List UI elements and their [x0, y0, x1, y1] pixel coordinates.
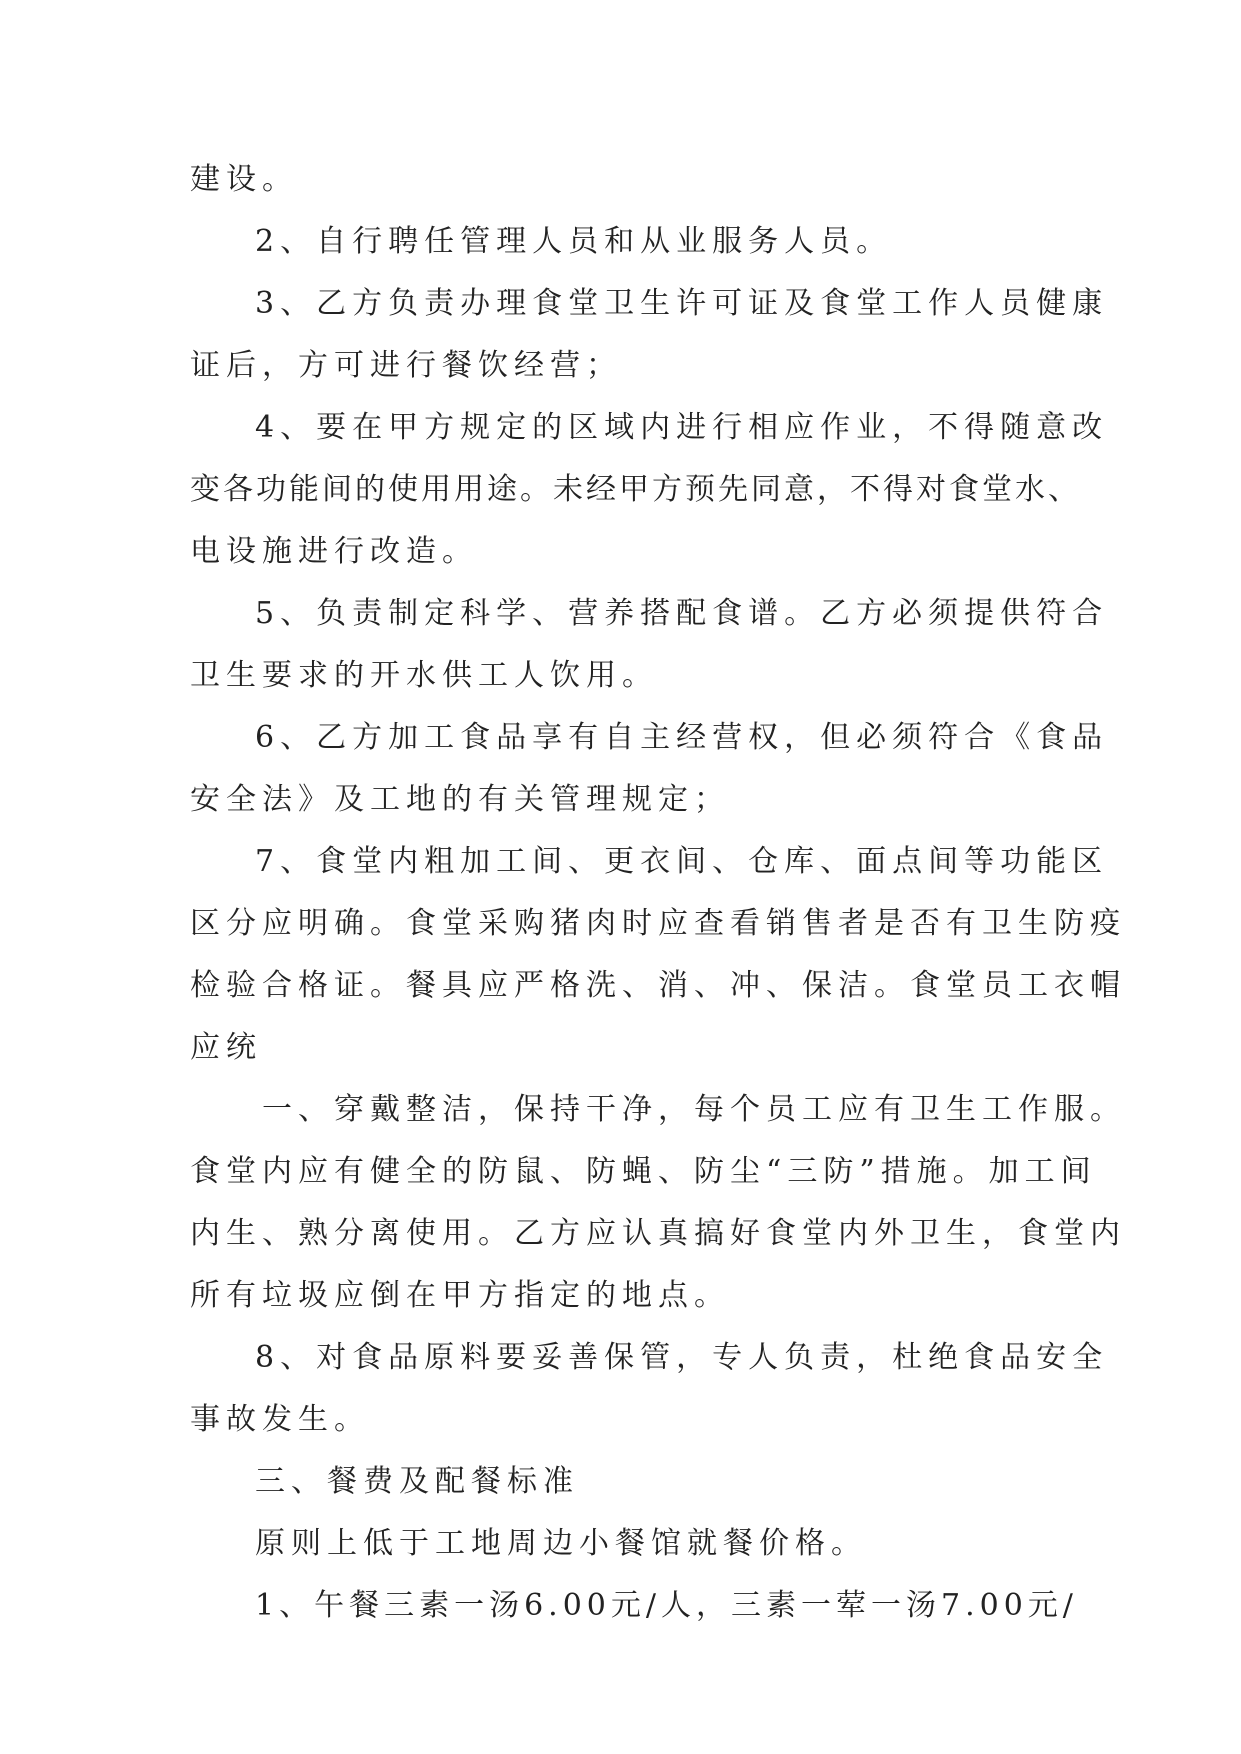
- text-line-20: 8、对食品原料要妥善保管，专人负责，杜绝食品安全: [255, 1340, 1109, 1375]
- text-line-7: 电设施进行改造。: [190, 534, 478, 569]
- section-heading: 三、餐费及配餐标准: [255, 1464, 579, 1499]
- text-line-24: 1、午餐三素一汤6.00元/人，三素一荤一汤7.00元/: [255, 1588, 1078, 1623]
- text-line-8: 5、负责制定科学、营养搭配食谱。乙方必须提供符合: [255, 596, 1109, 631]
- text-line-3: 3、乙方负责办理食堂卫生许可证及食堂工作人员健康: [255, 286, 1109, 321]
- text-line-23: 原则上低于工地周边小餐馆就餐价格。: [255, 1526, 867, 1561]
- text-line-15: 应统: [190, 1030, 262, 1065]
- text-line-5: 4、要在甲方规定的区域内进行相应作业，不得随意改: [255, 410, 1109, 445]
- text-line-2: 2、自行聘任管理人员和从业服务人员。: [255, 224, 893, 259]
- text-line-14: 检验合格证。餐具应严格洗、消、冲、保洁。食堂员工衣帽: [190, 968, 1126, 1003]
- text-line-12: 7、食堂内粗加工间、更衣间、仓库、面点间等功能区: [255, 844, 1109, 879]
- text-line-19: 所有垃圾应倒在甲方指定的地点。: [190, 1278, 730, 1313]
- text-line-13: 区分应明确。食堂采购猪肉时应查看销售者是否有卫生防疫: [190, 906, 1126, 941]
- text-line-1: 建设。: [190, 162, 298, 197]
- text-line-10: 6、乙方加工食品享有自主经营权，但必须符合《食品: [255, 720, 1109, 755]
- text-line-11: 安全法》及工地的有关管理规定；: [190, 782, 730, 817]
- text-line-6: 变各功能间的使用用途。未经甲方预先同意，不得对食堂水、: [190, 472, 1081, 507]
- text-line-9: 卫生要求的开水供工人饮用。: [190, 658, 658, 693]
- text-line-4: 证后，方可进行餐饮经营；: [190, 348, 622, 383]
- text-line-21: 事故发生。: [190, 1402, 370, 1437]
- text-line-18: 内生、熟分离使用。乙方应认真搞好食堂内外卫生，食堂内: [190, 1216, 1126, 1251]
- text-line-16: 一、穿戴整洁，保持干净，每个员工应有卫生工作服。: [262, 1092, 1126, 1127]
- text-line-17: 食堂内应有健全的防鼠、防蝇、防尘“三防”措施。加工间: [190, 1154, 1097, 1189]
